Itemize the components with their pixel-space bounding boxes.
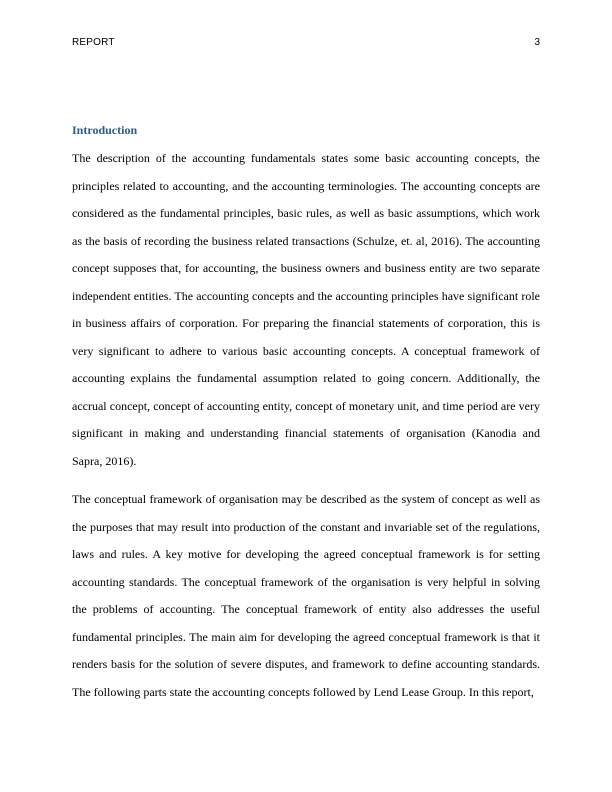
body-paragraph-1: The description of the accounting fundamentals states some basic accounting concepts, the principles related to accounting, and the accounting terminologies. The accounting concepts are considered as the fundamental principles, basic rules, as well as basic assumptions, which work as the basis of recording the business related transactions (Schulze, et. al, 2016). The accounting concept supposes that, for accounting, the business owners and business entity are two separate independent entities. The accounting concepts and the accounting principles have significant role in business affairs of corporation. For preparing the financial statements of corporation, this is very significant to adhere to various basic accounting concepts. A conceptual framework of accounting explains the fundamental assumption related to going concern. Additionally, the accrual concept, concept of accounting entity, concept of monetary unit, and time period are very significant in making and understanding financial statements of organisation (Kanodia and Sapra, 2016). <box>72 151 540 468</box>
body-paragraph-2: The conceptual framework of organisation may be described as the system of concept as well as the purposes that may result into production of the constant and invariable set of the regulations, laws and rules. A key motive for developing the agreed conceptual framework is for setting accounting standards. The conceptual framework of the organisation is very helpful in solving the problems of accounting. The conceptual framework of entity also addresses the useful fundamental principles. The main aim for developing the agreed conceptual framework is that it renders basis for the solution of severe disputes, and framework to define accounting standards. The following parts state the accounting concepts followed by Lend Lease Group. In this report, <box>72 492 540 699</box>
running-header-title: REPORT <box>72 37 115 48</box>
section-heading: Introduction <box>72 123 138 137</box>
page-number: 3 <box>534 37 540 48</box>
